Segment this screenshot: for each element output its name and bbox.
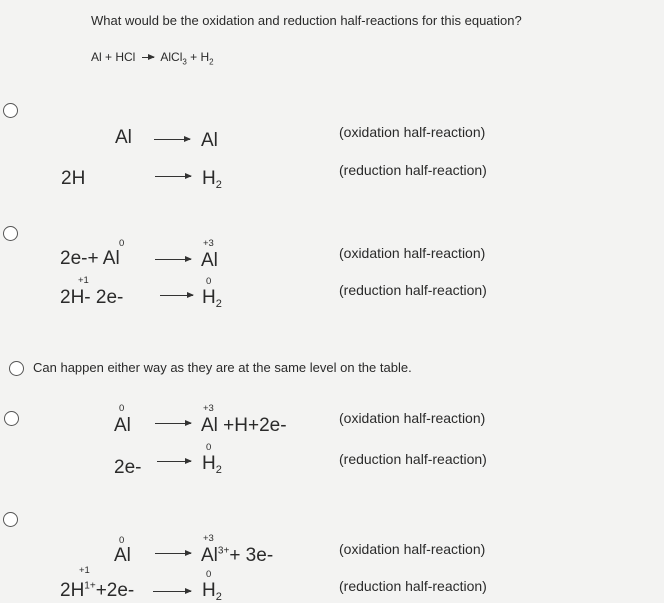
option-2-ox-arrow	[155, 259, 191, 260]
option-1-red-arrow	[155, 176, 191, 177]
option-4-ox-label: (oxidation half-reaction)	[339, 410, 486, 426]
option-1-ox-product: Al	[201, 130, 218, 151]
option-2-ox-label: (oxidation half-reaction)	[339, 245, 486, 261]
option-4-red-product-oxnum: 0	[206, 442, 212, 453]
option-2-red-reactant-oxnum: +1	[78, 275, 89, 286]
option-5-ox-label: (oxidation half-reaction)	[339, 541, 486, 557]
option-5-red-reactant-oxnum: +1	[79, 565, 90, 576]
option-3-text: Can happen either way as they are at the same level on the table.	[33, 360, 412, 375]
option-4-ox-reactant: Al	[114, 415, 131, 436]
option-5-red-product: $H_2$	[202, 580, 222, 603]
option-2-red-product-oxnum: 0	[206, 276, 212, 287]
option-4-radio[interactable]	[4, 411, 19, 426]
option-4-ox-product-oxnum: +3	[203, 403, 214, 414]
option-1-ox-label: (oxidation half-reaction)	[339, 124, 486, 140]
option-2-ox-product-oxnum: +3	[203, 238, 214, 249]
option-5-radio[interactable]	[3, 512, 18, 527]
option-1-red-product: $H_2$	[202, 168, 222, 191]
option-2-radio[interactable]	[3, 226, 18, 241]
option-4-red-label: (reduction half-reaction)	[339, 451, 487, 467]
question-equation: Al + HCl AlCl$_3$ + $H_2$	[91, 50, 214, 67]
option-3-radio[interactable]	[9, 361, 24, 376]
option-1-radio[interactable]	[3, 103, 18, 118]
option-4-ox-arrow	[155, 423, 191, 424]
option-4-red-arrow	[157, 461, 191, 462]
option-1-red-reactant: 2H	[61, 168, 86, 189]
option-5-ox-reactant-oxnum: 0	[119, 535, 125, 546]
reaction-arrow	[142, 57, 154, 58]
option-4-red-reactant: 2e-	[114, 457, 142, 478]
option-4-red-product: $H_2$	[202, 453, 222, 476]
option-5-red-label: (reduction half-reaction)	[339, 578, 487, 594]
option-2-ox-reactant-oxnum: 0	[119, 238, 125, 249]
option-2-ox-reactant: 2e-+ Al	[60, 248, 120, 269]
option-4-ox-reactant-oxnum: 0	[119, 403, 125, 414]
option-5-ox-product: $Al^{3+}+ 3e-$	[201, 545, 274, 566]
option-5-red-reactant: $2H^{1+}+2e-$	[60, 580, 135, 601]
question-title: What would be the oxidation and reduction half-reactions for this equation?	[91, 13, 522, 28]
option-5-red-product-oxnum: 0	[206, 569, 212, 580]
option-1-ox-arrow	[154, 139, 190, 140]
option-2-red-reactant: 2H- 2e-	[60, 287, 124, 308]
option-4-ox-product: Al +H+2e-	[201, 415, 287, 436]
option-1-red-label: (reduction half-reaction)	[339, 162, 487, 178]
option-2-red-arrow	[160, 295, 193, 296]
option-5-ox-arrow	[155, 553, 191, 554]
option-2-red-product: $H_2$	[202, 287, 222, 310]
option-2-red-label: (reduction half-reaction)	[339, 282, 487, 298]
option-5-red-arrow	[153, 591, 191, 592]
option-5-ox-product-oxnum: +3	[203, 533, 214, 544]
option-5-ox-reactant: Al	[114, 545, 131, 566]
option-2-ox-product: Al	[201, 250, 218, 271]
option-1-ox-reactant: Al	[115, 127, 132, 148]
